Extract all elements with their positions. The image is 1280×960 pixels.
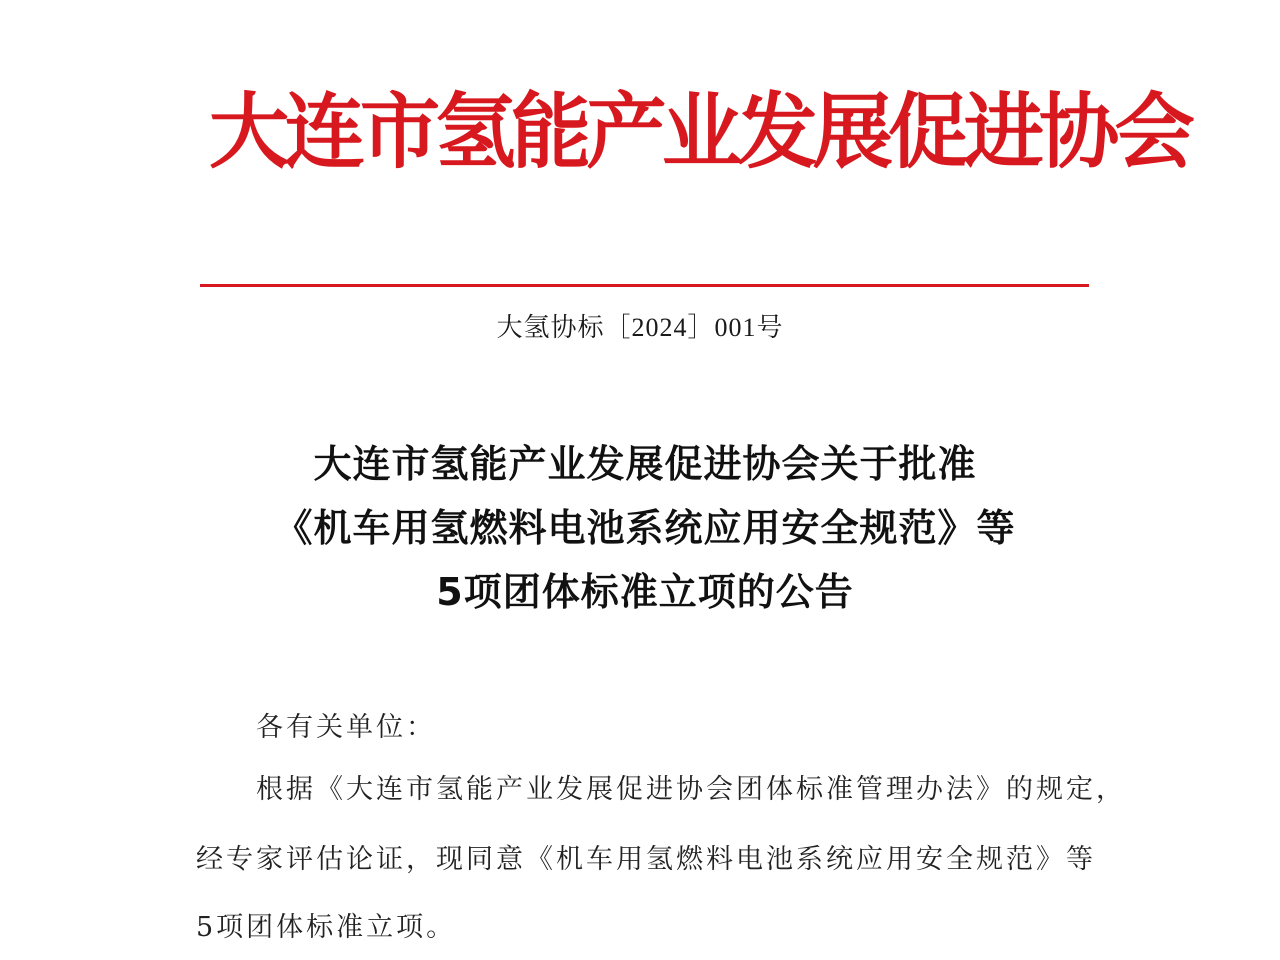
salutation: 各有关单位： (256, 712, 436, 743)
paragraph-line: 根据《大连市氢能产业发展促进协会团体标准管理办法》的规定， (256, 774, 1126, 805)
organization-header: 大连市氢能产业发展促进协会 (209, 87, 1190, 178)
document-title (180, 432, 1110, 624)
title-line: 5项团体标准立项的公告 (436, 570, 854, 614)
document-number: 大氢协标［2024］001号 (496, 313, 784, 342)
paragraph-line: 经专家评估论证，现同意《机车用氢燃料电池系统应用安全规范》等 (196, 844, 1096, 875)
title-line: 大连市氢能产业发展促进协会关于批准 (313, 442, 977, 486)
title-line: 《机车用氢燃料电池系统应用安全规范》等 (274, 506, 1016, 550)
paragraph-line: 5项团体标准立项。 (196, 912, 457, 943)
red-divider-line (200, 284, 1089, 287)
